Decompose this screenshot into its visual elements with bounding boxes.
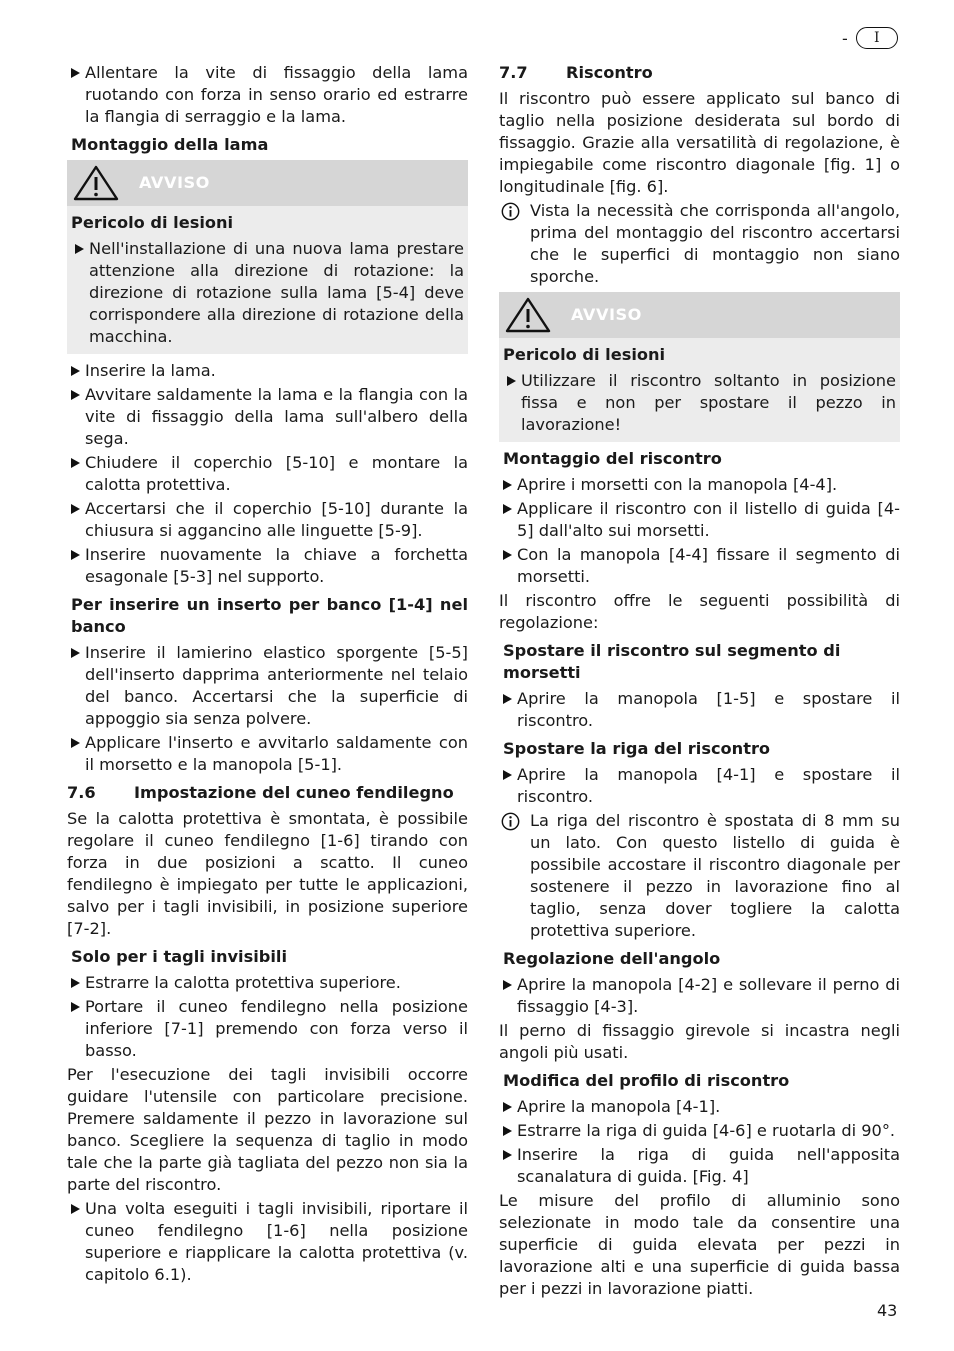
bullet-allentare: Allentare la vite di fissaggio della lama ruotando con forza in senso orario ed estrarre la flangia di serraggio e la lama. [67, 62, 468, 128]
note-angolo [499, 200, 900, 288]
info-icon [501, 202, 520, 221]
bullet-inserire-lama: Inserire la lama. [67, 360, 468, 382]
right-column [499, 62, 900, 1302]
heading-spostare-riga: Spostare la riga del riscontro [503, 739, 771, 758]
bullet-aprire-4-1: Aprire la manopola [4-1] e spostare il riscontro. [499, 764, 900, 808]
language-indicator [842, 27, 898, 49]
heading-inserto: Per inserire un inserto per banco [1-4] nel banco [71, 595, 468, 636]
warning-header [499, 292, 900, 338]
language-dash: - [842, 28, 848, 48]
note-text: La riga del riscontro è spostata di 8 mm su un lato. Con questo listello di guida è possibile accostare il riscontro diagonale per sostenere il pezzo in lavorazione fino al taglio, senza dover togliere la calotta protettiva superiore. [530, 811, 900, 940]
bullet-accertarsi: Accertarsi che il coperchio [5-10] durante la chiusura si aggancino alle linguette [5-9]. [67, 498, 468, 542]
warning-label: AVVISO [571, 305, 642, 324]
bullet-aprire-4-2: Aprire la manopola [4-2] e sollevare il perno di fissaggio [4-3]. [499, 974, 900, 1018]
section-number: 7.7 [499, 63, 528, 82]
bullet-inserire-chiave: Inserire nuovamente la chiave a forchetta esagonale [5-3] nel supporto. [67, 544, 468, 588]
bullet-fissare: Con la manopola [4-4] fissare il segmento di morsetti. [499, 544, 900, 588]
bullet-applicare-listello: Applicare il riscontro con il listello di guida [4-5] dall'alto sui morsetti. [499, 498, 900, 542]
bullet-applicare-inserto: Applicare l'inserto e avvitarlo saldamente con il morsetto e la manopola [5-1]. [67, 732, 468, 776]
section-title: Impostazione del cuneo fendilegno [134, 783, 454, 802]
paragraph-misure: Le misure del profilo di alluminio sono selezionate in modo tale da consentire una superficie di guida elevata per pezzi in lavorazione alti e una superficie di guida bassa per i pezzi in lavorazione piatti. [499, 1191, 900, 1298]
note-text: Vista la necessità che corrisponda all'angolo, prima del montaggio del riscontro accertarsi che le superfici di montaggio non siano sporche. [530, 201, 900, 286]
warning-header [67, 160, 468, 206]
bullet-estrarre-riga: Estrarre la riga di guida [4-6] e ruotarla di 90°. [499, 1120, 900, 1142]
bullet-inserire-riga: Inserire la riga di guida nell'apposita scanalatura di guida. [Fig. 4] [499, 1144, 900, 1188]
section-number: 7.6 [67, 783, 96, 802]
heading-tagli-invisibili: Solo per i tagli invisibili [71, 947, 288, 966]
info-icon [501, 812, 520, 831]
paragraph-calotta: Se la calotta protettiva è smontata, è possibile regolare il cuneo fendilegno [1-6] tirando con forza in due posizioni a scatto. Il cuneo fendilegno è impiegato per tutte le applicazioni, salvo per i tagli invisibili, in posizione superiore [7-2]. [67, 809, 468, 938]
warning-label: AVVISO [139, 173, 210, 192]
bullet-chiudere: Chiudere il coperchio [5-10] e montare la calotta protettiva. [67, 452, 468, 496]
warning-text: Utilizzare il riscontro soltanto in posizione fissa e non per spostare il pezzo in lavorazione! [503, 370, 896, 436]
paragraph-possibilita: Il riscontro offre le seguenti possibilità di regolazione: [499, 591, 900, 632]
warning-triangle-icon [73, 165, 119, 201]
warning-title: Pericolo di lesioni [503, 345, 666, 364]
bullet-aprire-1-5: Aprire la manopola [1-5] e spostare il riscontro. [499, 688, 900, 732]
paragraph-perno: Il perno di fissaggio girevole si incastra negli angoli più usati. [499, 1021, 900, 1062]
page-number: 43 [877, 1301, 898, 1320]
warning-box-lama [67, 160, 468, 354]
warning-box-riscontro [499, 292, 900, 442]
paragraph-riscontro: Il riscontro può essere applicato sul banco di taglio nella posizione desiderata sul bordo di fissaggio. Grazie alla versatilità di regolazione, è impiegabile come riscontro diagonale [fig. 1] o longitudinale [fig. 6]. [499, 89, 900, 196]
language-badge: I [856, 27, 898, 49]
bullet-aprire-4-1b: Aprire la manopola [4-1]. [499, 1096, 900, 1118]
bullet-portare: Portare il cuneo fendilegno nella posizione inferiore [7-1] premendo con forza verso il basso. [67, 996, 468, 1062]
heading-spostare-segmento: Spostare il riscontro sul segmento di morsetti [503, 641, 841, 682]
warning-title: Pericolo di lesioni [71, 213, 234, 232]
bullet-lamierino: Inserire il lamierino elastico sporgente [5-5] dell'inserto dapprima anteriormente nel telaio del banco. Accertarsi che la superficie di appoggio sia senza polvere. [67, 642, 468, 730]
bullet-eseguiti: Una volta eseguiti i tagli invisibili, riportare il cuneo fendilegno [1-6] nella posizione superiore e riapplicare la calotta protettiva (v. capitolo 6.1). [67, 1198, 468, 1286]
paragraph-esecuzione: Per l'esecuzione dei tagli invisibili occorre guidare l'utensile con particolare precisione. Premere saldamente il pezzo in lavorazione sul banco. Scegliere la sequenza di taglio in modo tale che la parte già tagliata del pezzo non sia la parte del riscontro. [67, 1065, 468, 1194]
section-7-6 [67, 782, 468, 804]
heading-angolo: Regolazione dell'angolo [503, 949, 721, 968]
bullet-avvitare: Avvitare saldamente la lama e la flangia con la vite di fissaggio della lama sull'albero della sega. [67, 384, 468, 450]
heading-profilo: Modifica del profilo di riscontro [503, 1071, 790, 1090]
heading-montaggio-lama: Montaggio della lama [71, 135, 269, 154]
bullet-estrarre-calotta: Estrarre la calotta protettiva superiore. [67, 972, 468, 994]
heading-montaggio-riscontro: Montaggio del riscontro [503, 449, 722, 468]
left-column [67, 62, 468, 1288]
bullet-aprire-morsetti: Aprire i morsetti con la manopola [4-4]. [499, 474, 900, 496]
warning-triangle-icon [505, 297, 551, 333]
warning-text: Nell'installazione di una nuova lama prestare attenzione alla direzione di rotazione: la direzione di rotazione sulla lama [5-4] deve corrispondere alla direzione di rotazione della macchina. [71, 238, 464, 348]
section-7-7 [499, 62, 900, 84]
section-title: Riscontro [566, 63, 653, 82]
note-riga [499, 810, 900, 942]
